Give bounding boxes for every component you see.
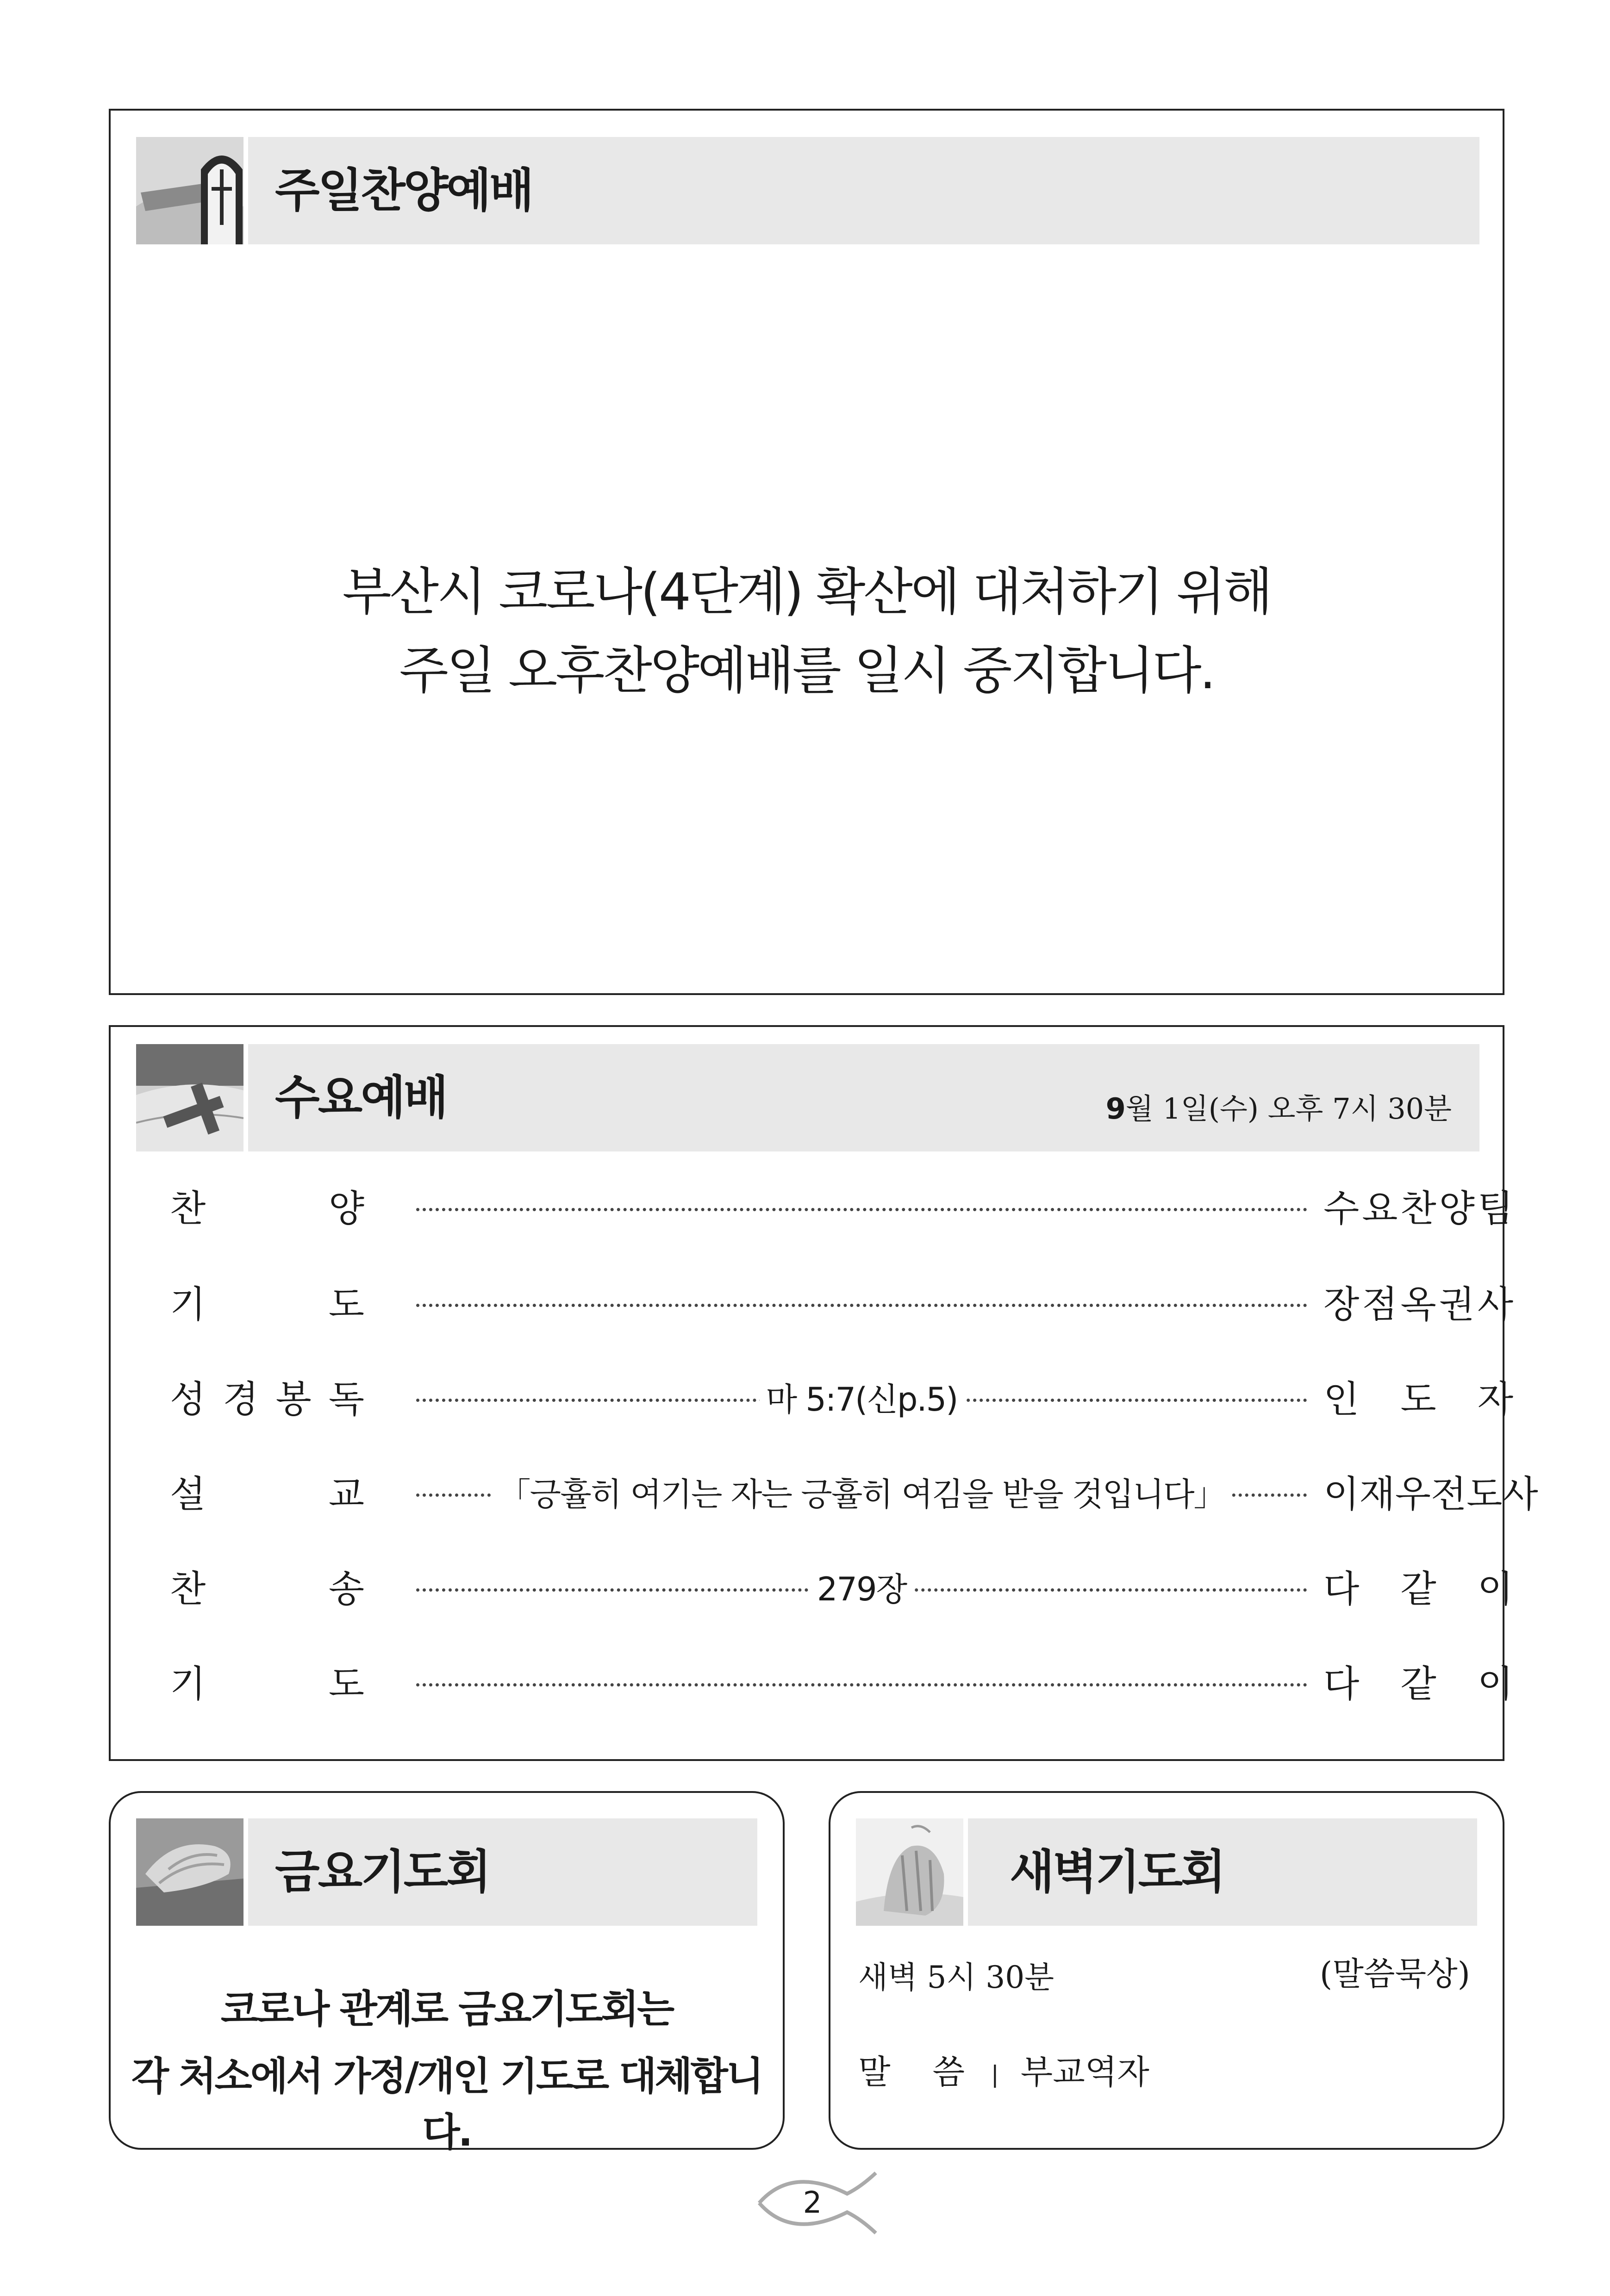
order-leader: 수 요 찬 양 팀 (1323, 1187, 1513, 1230)
order-row (111, 1656, 1513, 1712)
order-leader: 다 같 이 (1323, 1662, 1513, 1705)
sermon-title: 「긍휼히 여기는 자는 긍휼히 여김을 받을 것입니다」 (492, 1475, 1232, 1513)
section-title: 금요기도회 (275, 1845, 489, 1899)
separator: | (991, 2061, 999, 2088)
order-row (111, 1467, 1538, 1522)
order-label: 기 도 (170, 1662, 364, 1705)
friday-prayer-section (109, 1791, 785, 2155)
date-rest: 월 1일(수) 오후 7시 30분 (1125, 1092, 1452, 1126)
order-label: 찬 양 (170, 1187, 364, 1230)
dotted-leader (416, 1467, 1307, 1522)
order-leader: 인 도 자 (1323, 1378, 1513, 1421)
order-row (111, 1181, 1513, 1237)
order-label: 설 교 (170, 1473, 364, 1516)
friday-notice-line2: 각 처소에서 가정/개인 기도로 대체합니다. (131, 2053, 762, 2155)
dotted-leader (416, 1277, 1307, 1332)
section-title: 수요예배 (275, 1070, 447, 1125)
dotted-leader (416, 1656, 1307, 1712)
wednesday-worship-section (109, 1025, 1538, 1761)
word-label: 말 씀 (858, 2053, 980, 2091)
wednesday-header-bar (248, 1044, 1479, 1151)
section-title: 새벽기도회 (1010, 1845, 1224, 1899)
date-month: 9 (1105, 1092, 1126, 1126)
order-leader: 장 점 옥 권 사 (1323, 1283, 1513, 1326)
bible-cross-thumbnail (136, 1044, 243, 1151)
sunday-header-bar (248, 137, 1479, 244)
hands-on-bible-thumbnail (856, 1818, 963, 1926)
dawn-word-row (858, 2045, 1149, 2093)
hymn-number: 279장 (811, 1570, 913, 1608)
sunday-worship-section (109, 109, 1504, 995)
church-window-thumbnail (136, 137, 243, 244)
dotted-leader (416, 1372, 1307, 1427)
word-leader: 부교역자 (1020, 2053, 1149, 2091)
page-number-badge (755, 2168, 880, 2238)
service-datetime (1106, 1044, 1452, 1151)
section-title: 주일찬양예배 (275, 163, 532, 218)
friday-header-bar (248, 1818, 757, 1926)
dotted-leader (416, 1181, 1307, 1237)
friday-notice-line1: 코로나 관계로 금요기도회는 (220, 1986, 673, 2032)
sunday-notice-line1: 부산시 코로나(4단계) 확산에 대처하기 위해 (342, 562, 1271, 622)
order-leader: 다 같 이 (1323, 1568, 1513, 1611)
order-label: 찬 송 (170, 1568, 364, 1611)
praying-hands-thumbnail (136, 1818, 243, 1926)
order-row (111, 1277, 1513, 1332)
dawn-header-bar (968, 1818, 1477, 1926)
dawn-prayer-section (829, 1791, 1504, 2150)
order-row (111, 1372, 1513, 1427)
order-row (111, 1562, 1513, 1617)
page-number: 2 (803, 2186, 822, 2220)
order-label: 성 경 봉 독 (170, 1378, 364, 1421)
scripture-reference: 마 5:7(신p.5) (760, 1381, 964, 1419)
dotted-leader (416, 1562, 1307, 1617)
dawn-note: (말씀묵상) (1319, 1955, 1470, 1993)
order-leader: 이 재 우 전 도 사 (1323, 1473, 1538, 1516)
sunday-notice-line2: 주일 오후찬양예배를 일시 중지합니다. (399, 641, 1214, 700)
dawn-time: 새벽 5시 30분 (858, 1960, 1054, 1995)
order-label: 기 도 (170, 1283, 364, 1326)
